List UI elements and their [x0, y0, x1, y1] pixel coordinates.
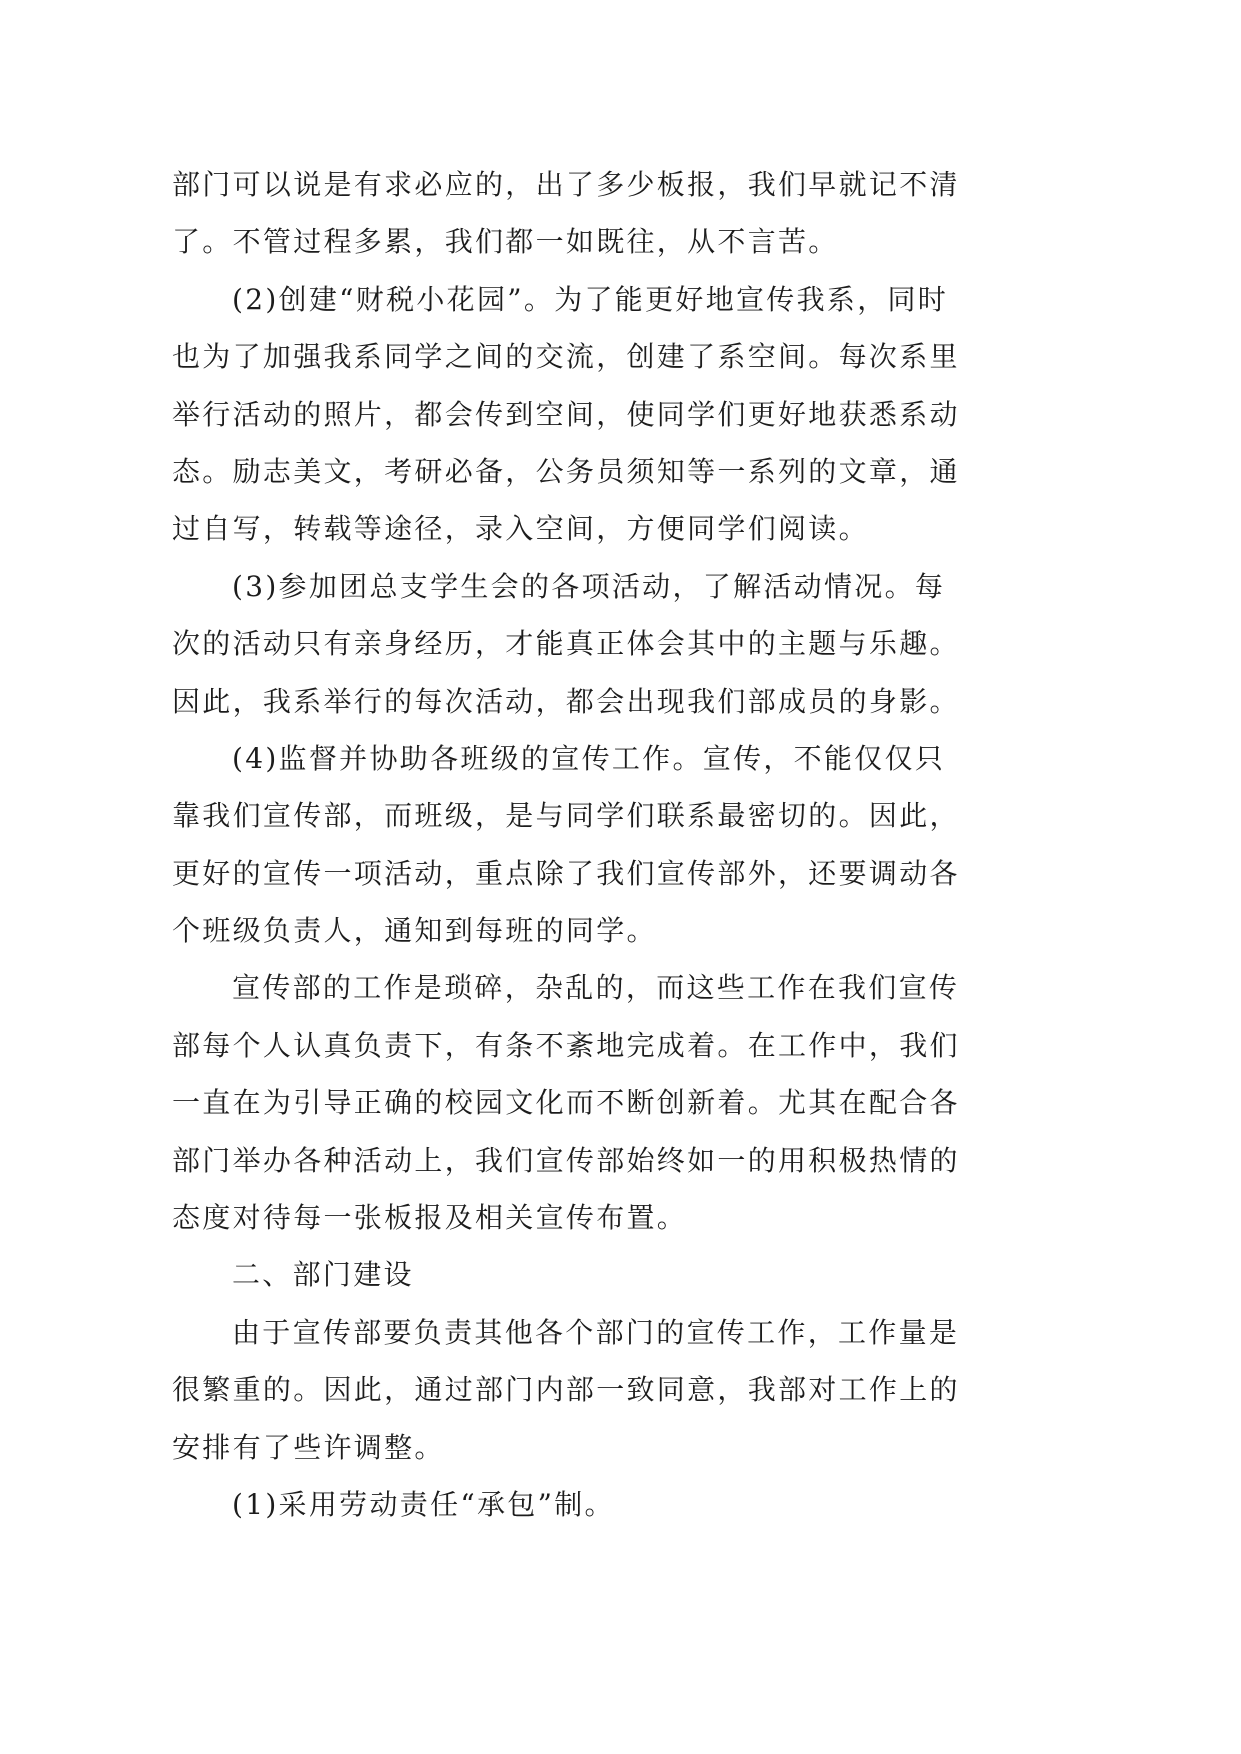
- paragraph-item-2: [172, 271, 972, 558]
- paragraph-line: 部门举办各种活动上，我们宣传部始终如一的用积极热情的: [172, 1143, 960, 1177]
- paragraph-line: 部门可以说是有求必应的，出了多少板报，我们早就记不清: [172, 168, 960, 201]
- paragraph-line: 靠我们宣传部，而班级，是与同学们联系最密切的。因此，: [172, 799, 960, 833]
- paragraph-line: 了。不管过程多累，我们都一如既往，从不言苦。: [172, 225, 839, 259]
- paragraph-line: 也为了加强我系同学之间的交流，创建了系空间。每次系里: [172, 340, 960, 374]
- paragraph-summary: [172, 959, 972, 1246]
- paragraph-line: (3)参加团总支学生会的各项活动，了解活动情况。每: [232, 569, 946, 603]
- paragraph-item-4: [172, 730, 972, 960]
- paragraph-line: 态度对待每一张板报及相关宣传布置。: [172, 1201, 688, 1235]
- paragraph-line: 次的活动只有亲身经历，才能真正体会其中的主题与乐趣。: [172, 627, 960, 661]
- paragraph-line: 过自写，转载等途径，录入空间，方便同学们阅读。: [172, 512, 869, 546]
- paragraph-line: 一直在为引导正确的校园文化而不断创新着。尤其在配合各: [172, 1086, 960, 1120]
- paragraph-line: 更好的宣传一项活动，重点除了我们宣传部外，还要调动各: [172, 856, 960, 890]
- paragraph-line: 由于宣传部要负责其他各个部门的宣传工作，工作量是: [232, 1315, 960, 1349]
- paragraph-line: 安排有了些许调整。: [172, 1430, 445, 1464]
- paragraph-line: 因此，我系举行的每次活动，都会出现我们部成员的身影。: [172, 684, 960, 718]
- paragraph-department-building: [172, 1304, 972, 1476]
- document-body: [172, 156, 972, 1533]
- paragraph-line: (2)创建“财税小花园”。为了能更好地宣传我系，同时: [232, 282, 949, 316]
- paragraph-line: 很繁重的。因此，通过部门内部一致同意，我部对工作上的: [172, 1373, 960, 1407]
- paragraph-continuation: [172, 156, 972, 271]
- paragraph-line: (1)采用劳动责任“承包”制。: [232, 1487, 615, 1521]
- paragraph-line: 态。励志美文，考研必备，公务员须知等一系列的文章，通: [172, 454, 960, 488]
- paragraph-line: 举行活动的照片，都会传到空间，使同学们更好地获悉系动: [172, 397, 960, 431]
- paragraph-line: 个班级负责人，通知到每班的同学。: [172, 914, 657, 948]
- paragraph-line: 部每个人认真负责下，有条不紊地完成着。在工作中，我们: [172, 1028, 960, 1062]
- paragraph-line: (4)监督并协助各班级的宣传工作。宣传，不能仅仅只: [232, 741, 946, 775]
- paragraph-line: 宣传部的工作是琐碎，杂乱的，而这些工作在我们宣传: [232, 971, 960, 1005]
- section-heading: 二、部门建设: [232, 1258, 414, 1292]
- paragraph-item-1: [172, 1476, 972, 1533]
- paragraph-item-3: [172, 558, 972, 730]
